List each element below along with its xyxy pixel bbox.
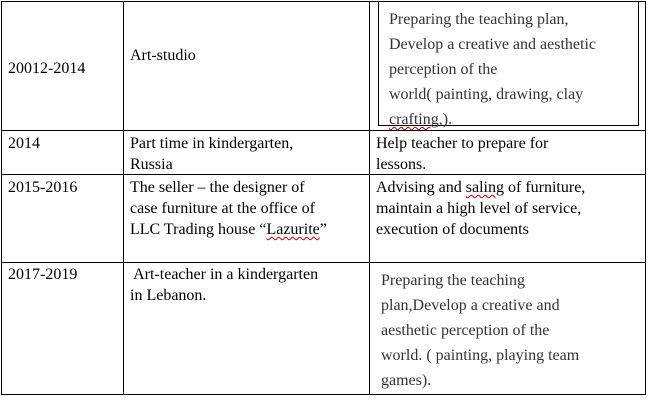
row-4-duty-line: games). — [381, 372, 432, 389]
row-2-place-line: Russia — [130, 156, 173, 173]
row-4-duty-line: Preparing the teaching — [381, 272, 525, 289]
row-2-duty-line: lessons. — [376, 156, 427, 173]
row-2-duty-line: Help teacher to prepare for — [376, 135, 549, 152]
table-border-left — [1, 1, 2, 395]
row-divider-2 — [1, 174, 646, 175]
row-1-duty-line: Develop a creative and aesthetic — [389, 36, 596, 53]
row-3-place — [130, 177, 327, 240]
row-4-years: 2017-2019 — [8, 266, 78, 283]
table-border-right — [645, 1, 646, 395]
row-2-years: 2014 — [8, 135, 40, 152]
spellcheck-underline: crafting — [389, 111, 439, 128]
row-2-duties — [376, 133, 548, 175]
column-divider-1 — [123, 1, 124, 395]
row-2-place-line: Part time in kindergarten, — [130, 135, 294, 152]
row-4-place-line: in Lebanon. — [130, 287, 207, 304]
row-3-place-line: The seller – the designer of — [130, 179, 305, 196]
row-3-duty-line: Advising and saling of furniture, — [376, 179, 586, 196]
row-1-duty-line: crafting,). — [389, 111, 453, 128]
spellcheck-underline: saling — [465, 179, 504, 196]
row-3-duties — [376, 177, 585, 240]
row-divider-3 — [1, 262, 646, 263]
row-4-duties — [381, 268, 579, 393]
row-4-duty-line: aesthetic perception of the — [381, 322, 550, 339]
row-4-duty-line: world. ( painting, playing team — [381, 347, 580, 364]
column-divider-2 — [369, 1, 370, 395]
row-3-years: 2015-2016 — [8, 179, 78, 196]
row-3-place-line: LLC Trading house “Lazurite” — [130, 221, 327, 238]
row-3-duty-line: maintain a high level of service, — [376, 200, 582, 217]
spellcheck-underline: Lazurite — [266, 221, 320, 238]
row-3-duty-line: execution of documents — [376, 221, 529, 238]
row-1-duty-line: perception of the — [389, 61, 498, 78]
row-1-duty-line: Preparing the teaching plan, — [389, 11, 569, 28]
row-4-place — [130, 264, 318, 306]
row-1-duty-line: world( painting, drawing, clay — [389, 86, 584, 103]
row-2-place — [130, 133, 293, 175]
row-1-years: 20012-2014 — [8, 60, 86, 77]
table-border-bottom — [1, 394, 646, 395]
row-3-place-line: case furniture at the office of — [130, 200, 315, 217]
row-1-duties — [389, 7, 596, 132]
row-4-place-line: Art-teacher in a kindergarten — [130, 266, 319, 283]
row-1-place: Art-studio — [130, 47, 196, 64]
row-4-duty-line: plan,Develop a creative and — [381, 297, 560, 314]
